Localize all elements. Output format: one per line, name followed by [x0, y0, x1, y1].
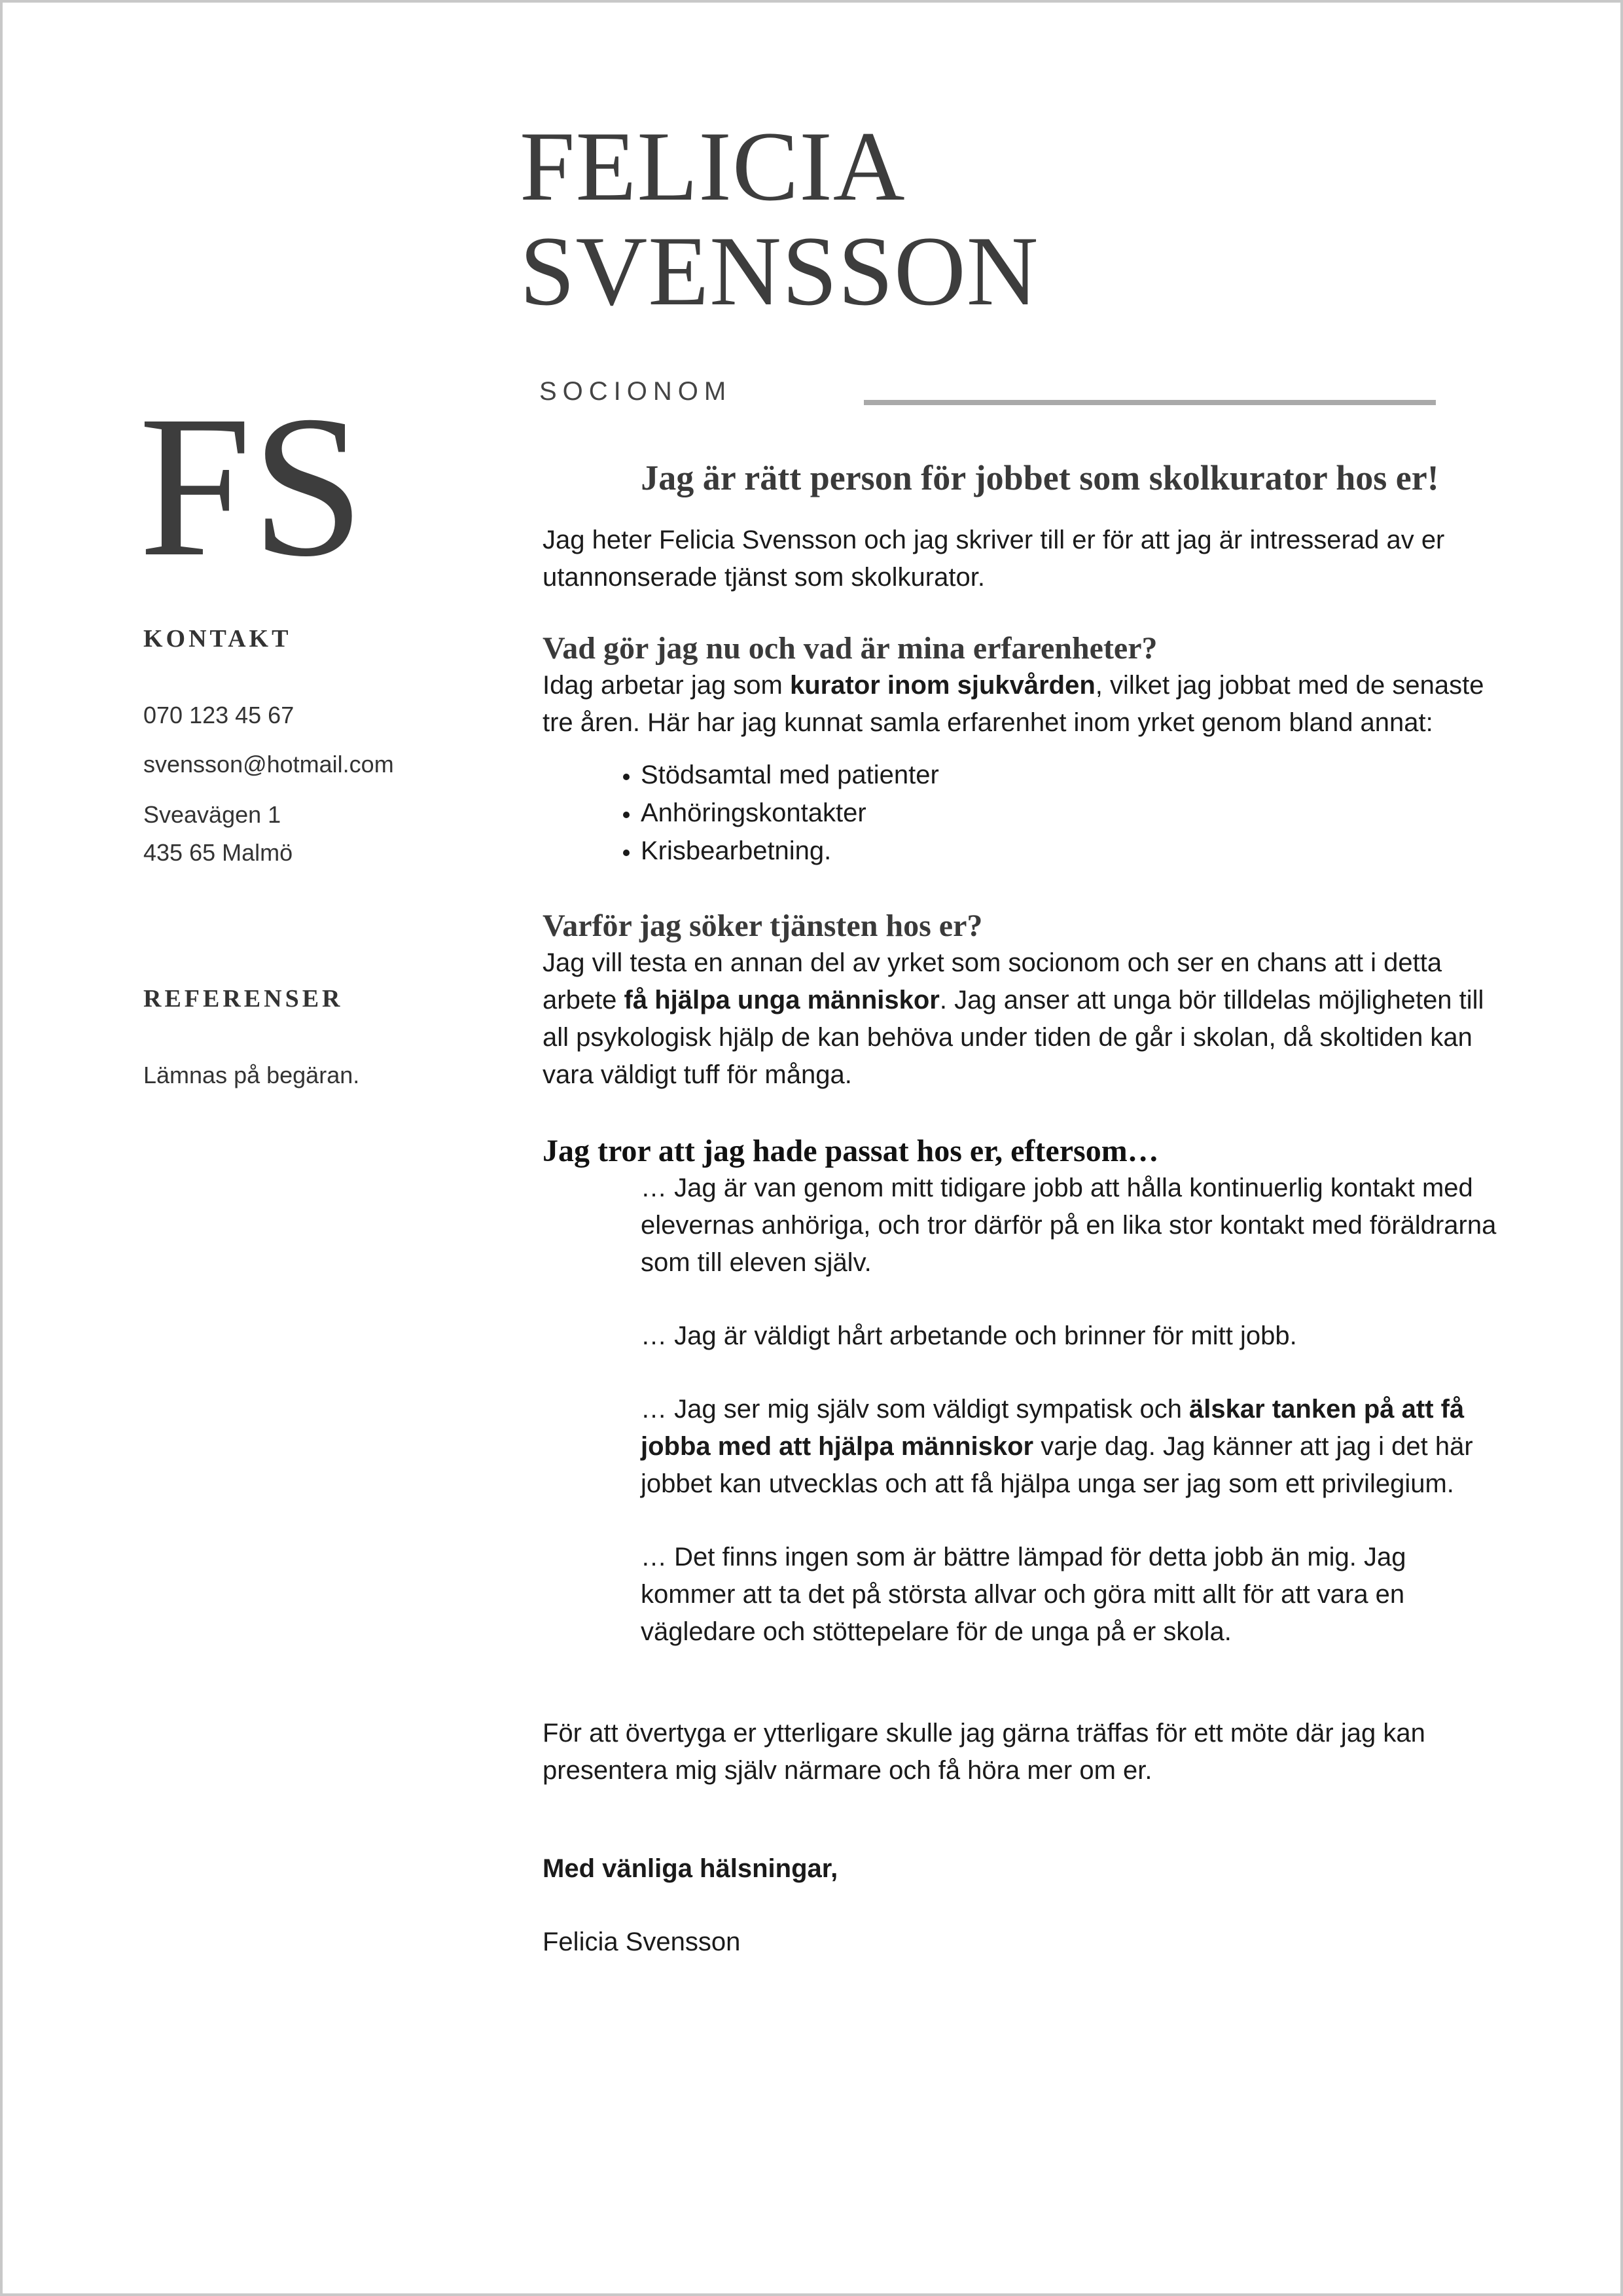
motivation-text: Jag vill testa en annan del av yrket som socionom och ser en chans att i detta arbete [543, 948, 1442, 1014]
letter-body [543, 457, 1498, 1961]
address-street: Sveavägen 1 [143, 801, 281, 828]
monogram: FS [139, 374, 365, 599]
fit-point-text-cont: varje dag. Jag känner att jag i det här jobbet kan utvecklas och att få hjälpa unga ser jag som ett privilegium. [641, 1432, 1473, 1498]
fit-point: … Det finns ingen som är bättre lämpad för detta jobb än mig. Jag kommer att ta det på största allvar och göra mitt allt för att vara en vägledare och stöttepelare för de unga på er skola. [641, 1543, 1406, 1646]
references-text: Lämnas på begäran. [143, 1062, 360, 1088]
applicant-name [520, 111, 1039, 326]
closing-paragraph: För att övertyga er ytterligare skulle jag gärna träffas för ett möte där jag kan presentera mig själv närmare och få höra mer om er. [543, 1719, 1425, 1785]
job-title: SOCIONOM [539, 377, 732, 406]
contact-email: svensson@hotmail.com [143, 751, 394, 778]
fit-point: … Jag är van genom mitt tidigare jobb att hålla kontinuerlig kontakt med elevernas anhöriga, och tror därför på en lika stor kontakt med föräldrarna som till eleven själv. [641, 1174, 1497, 1277]
first-name: FELICIA [520, 111, 906, 221]
experience-list [543, 756, 1498, 870]
address-city: 435 65 Malmö [143, 839, 293, 866]
last-name: SVENSSON [520, 216, 1039, 326]
letter-headline: Jag är rätt person för jobbet som skolkurator hos er! [641, 458, 1439, 497]
signature: Felicia Svensson [543, 1928, 741, 1956]
contact-address [143, 796, 293, 872]
fit-points [543, 1170, 1498, 1651]
intro-paragraph: Jag heter Felicia Svensson och jag skriver till er för att jag är intresserad av er utannonserade tjänst som skolkurator. [543, 526, 1445, 592]
section-heading-motivation: Varför jag söker tjänsten hos er? [543, 908, 983, 943]
experience-highlight: kurator inom sjukvården [790, 671, 1096, 700]
list-item: • Krisbearbetning. [641, 832, 1498, 870]
fit-point: … Jag är väldigt hårt arbetande och brinner för mitt jobb. [641, 1321, 1297, 1350]
fit-point [641, 1391, 1498, 1503]
job-title-row [539, 374, 1436, 414]
list-item: • Anhöringskontakter [641, 794, 1498, 832]
contact-phone: 070 123 45 67 [143, 702, 294, 728]
experience-text: Idag arbetar jag som [543, 671, 790, 700]
motivation-text-cont: . Jag anser att unga bör tilldelas möjligheten till all psykologisk hjälp de kan behöva under tiden de går i skolan, då skoltiden kan vara väldigt tuff för många. [543, 986, 1484, 1089]
fit-point-highlight: älskar tanken på att få jobba med att hjälpa människor [641, 1395, 1465, 1461]
contact-heading: KONTAKT [143, 625, 292, 653]
section-heading-experience: Vad gör jag nu och vad är mina erfarenheter? [543, 631, 1158, 666]
references-heading: REFERENSER [143, 985, 344, 1013]
experience-text-cont: , vilket jag jobbat med de senaste tre åren. Här har jag kunnat samla erfarenhet inom yrket genom bland annat: [543, 671, 1484, 737]
motivation-paragraph [543, 944, 1498, 1094]
greeting: Med vänliga hälsningar, [543, 1854, 838, 1883]
fit-point-text: … Jag ser mig själv som väldigt sympatisk och [641, 1395, 1190, 1424]
experience-paragraph [543, 667, 1498, 742]
list-item: • Stödsamtal med patienter [641, 756, 1498, 794]
title-divider [864, 400, 1436, 405]
motivation-highlight: få hjälpa unga människor [624, 986, 940, 1014]
section-heading-fit: Jag tror att jag hade passat hos er, eftersom… [543, 1134, 1159, 1168]
